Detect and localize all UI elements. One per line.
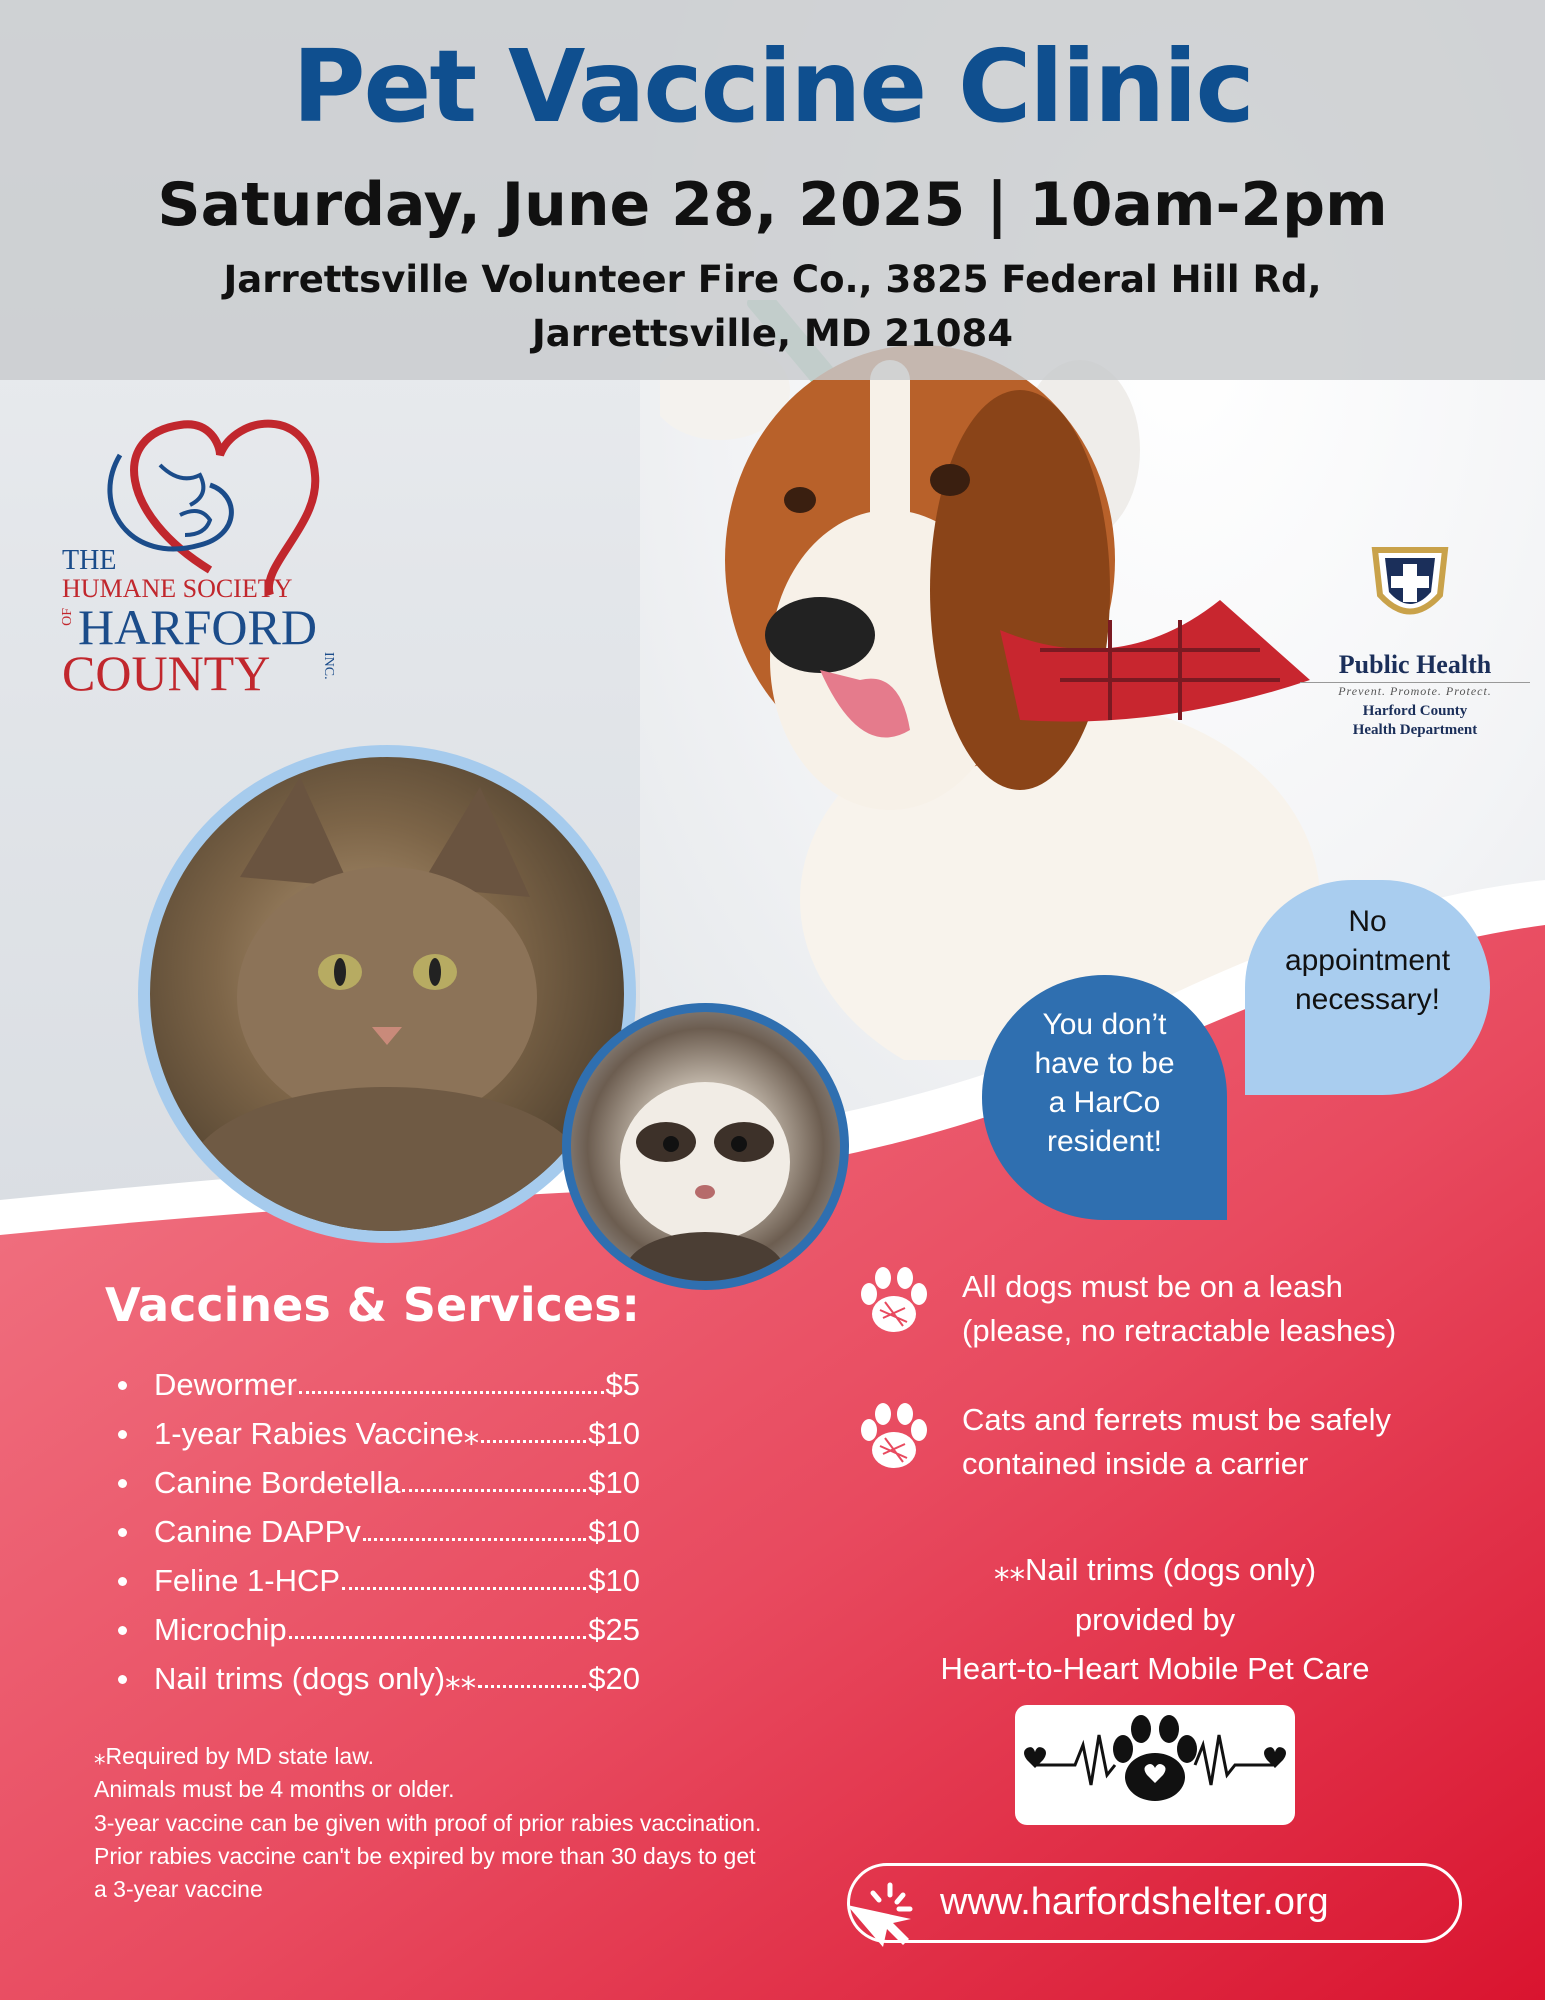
service-name: 1-year Rabies Vaccine⁎: [154, 1415, 480, 1451]
footnotes: [94, 1740, 774, 1907]
rule-leash: [962, 1265, 1502, 1353]
public-health-dept-line2: Health Department: [1352, 722, 1478, 738]
nail-trim-note-line: provided by: [1074, 1601, 1236, 1637]
hs-logo-inc: INC.: [321, 652, 336, 680]
health-shield-icon: [1370, 540, 1450, 630]
paw-icon: [855, 1262, 933, 1340]
footnote: Prior rabies vaccine can't be expired by more than 30 days to get a 3-year vaccine: [94, 1843, 756, 1903]
service-leader-dots: [402, 1474, 586, 1492]
page-title: Pet Vaccine Clinic: [292, 28, 1253, 145]
service-leader-dots: [342, 1572, 586, 1590]
service-item: [120, 1605, 640, 1654]
service-name: Nail trims (dogs only)⁎⁎: [154, 1660, 477, 1696]
nail-trim-note: [880, 1545, 1430, 1694]
bubble-appointment: [1245, 880, 1490, 1095]
service-price: $20: [588, 1660, 640, 1696]
bubble-appointment-line: necessary!: [1294, 983, 1441, 1016]
bubble-resident-line: have to be: [1034, 1047, 1175, 1080]
click-cursor-icon: [835, 1875, 925, 1965]
public-health-tagline: Prevent. Promote. Protect.: [1300, 682, 1530, 699]
service-item: [120, 1360, 640, 1409]
rule-leash-line: All dogs must be on a leash: [962, 1269, 1343, 1304]
cat-photo: [138, 745, 636, 1243]
footnote: ⁎Required by MD state law.: [94, 1743, 374, 1769]
service-price: $10: [588, 1562, 640, 1598]
service-price: $5: [605, 1366, 640, 1402]
hs-logo-humane: HUMANE SOCIETY: [62, 574, 293, 603]
service-item: [120, 1507, 640, 1556]
service-leader-dots: [363, 1523, 586, 1541]
service-item: [120, 1409, 640, 1458]
service-name: Dewormer: [154, 1366, 297, 1402]
hs-logo-of: OF: [60, 608, 75, 626]
rule-carrier-line: contained inside a carrier: [962, 1446, 1309, 1482]
rule-leash-line: (please, no retractable leashes): [962, 1313, 1397, 1349]
bubble-resident-line: resident!: [1046, 1125, 1163, 1158]
service-item: [120, 1654, 640, 1703]
service-name: Microchip: [154, 1611, 287, 1647]
hs-logo-harford: HARFORD: [78, 599, 317, 655]
service-name: Feline 1-HCP: [154, 1562, 341, 1598]
service-item: [120, 1556, 640, 1605]
service-price: $10: [588, 1464, 640, 1500]
heartbeat-paw-logo: [1015, 1705, 1295, 1825]
services-list: [120, 1360, 640, 1703]
nail-trim-note-line: ⁎⁎Nail trims (dogs only): [993, 1552, 1317, 1587]
services-title: Vaccines & Services:: [105, 1278, 640, 1332]
event-address-line1: Jarrettsville Volunteer Fire Co., 3825 Federal Hill Rd,: [223, 258, 1322, 301]
service-leader-dots: [478, 1670, 586, 1688]
ferret-photo: [562, 1003, 849, 1290]
website-link[interactable]: www.harfordshelter.org: [940, 1881, 1329, 1923]
service-item: [120, 1458, 640, 1507]
hs-logo-the: THE: [62, 545, 117, 576]
footnote: 3-year vaccine can be given with proof of prior rabies vaccination.: [94, 1809, 762, 1836]
bubble-resident-line: You don’t: [1042, 1008, 1167, 1041]
bubble-resident-line: a HarCo: [1048, 1086, 1161, 1119]
event-date-time: Saturday, June 28, 2025 | 10am-2pm: [157, 170, 1388, 240]
bubble-resident: [982, 975, 1227, 1220]
service-price: $10: [588, 1415, 640, 1451]
public-health-name: Public Health: [1338, 650, 1492, 679]
service-name: Canine DAPPv: [154, 1513, 361, 1549]
public-health-dept-line1: Harford County: [1362, 703, 1468, 719]
rule-carrier: [962, 1398, 1502, 1486]
rule-carrier-line: Cats and ferrets must be safely: [962, 1402, 1392, 1437]
service-leader-dots: [289, 1621, 587, 1639]
service-leader-dots: [481, 1425, 586, 1443]
paw-icon: [855, 1398, 933, 1476]
footnote: Animals must be 4 months or older.: [94, 1776, 455, 1803]
event-address-line2: Jarrettsville, MD 21084: [531, 312, 1014, 355]
service-price: $25: [588, 1611, 640, 1647]
service-name: Canine Bordetella: [154, 1464, 401, 1500]
bubble-appointment-line: No: [1348, 905, 1387, 938]
heartbeat-paw-icon: [1015, 1705, 1295, 1825]
service-price: $10: [588, 1513, 640, 1549]
nail-trim-note-line: Heart-to-Heart Mobile Pet Care: [940, 1651, 1370, 1687]
bubble-appointment-line: appointment: [1284, 944, 1451, 977]
hs-logo-county: COUNTY: [62, 645, 271, 701]
service-leader-dots: [299, 1376, 604, 1394]
